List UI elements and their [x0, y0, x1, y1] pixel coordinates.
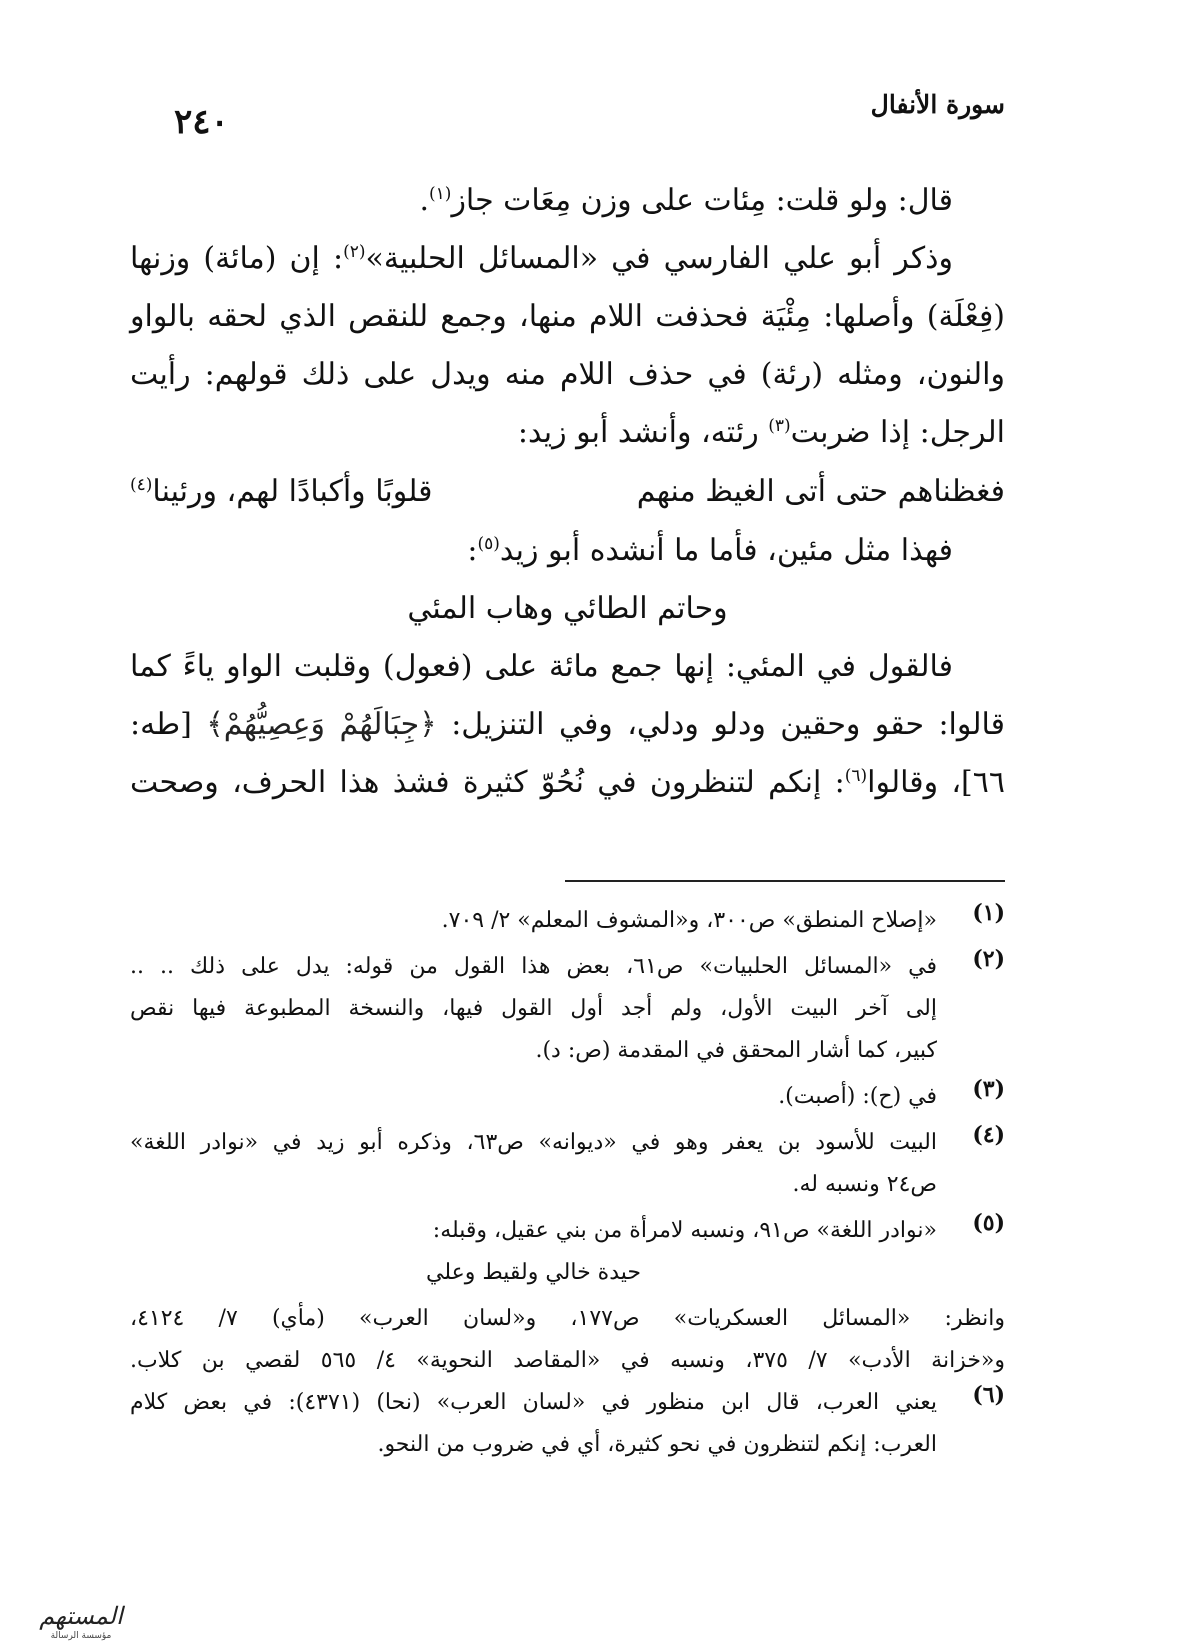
logo-sub-text: مؤسسة الرسالة [50, 1631, 112, 1641]
verse-hemistich-right: فغظناهم حتى أتى الغيظ منهم [636, 474, 1005, 509]
footnote-line: ص٢٤ ونسبه له. [792, 1172, 937, 1197]
footnote-ref[interactable]: (٢) [343, 242, 366, 262]
footnote-line: يعني العرب، قال ابن منظور في «لسان العرب» (نحا) (٤٣٧١): في بعض كلام [130, 1390, 937, 1415]
footnote-ref[interactable]: (٥) [477, 534, 500, 554]
text-line: ٦٦]، وقالوا$^{(٦)}$: إنكم لتنظرون في نُحُوّ كثيرة فشذ هذا الحرف، وصحت [130, 765, 1005, 800]
text-line: وذكر أبو علي الفارسي في «المسائل الحلبية»$^{(٢)}$: إن (مائة) وزنها [130, 241, 953, 276]
footnote-line: إلى آخر البيت الأول، ولم أجد أول القول فيها، والنسخة المطبوعة فيها نقص [130, 996, 937, 1021]
footnote-5-continued [130, 1298, 1005, 1382]
footnote-line: في «المسائل الحلبيات» ص٦١، بعض هذا القول من قوله: يدل على ذلك .. .. [130, 954, 937, 979]
footnote-line: البيت للأسود بن يعفر وهو في «ديوانه» ص٦٣، وذكره أبو زيد في «نوادر اللغة» [130, 1130, 937, 1155]
text-line: والنون، ومثله (رئة) في حذف اللام منه ويدل على ذلك قولهم: رأيت [130, 357, 1005, 392]
verse-line [130, 462, 1005, 522]
footnote-2 [130, 946, 1005, 1072]
footnote-line: العرب: إنكم لتنظرون في نحو كثيرة، أي في ضروب من النحو. [377, 1432, 937, 1457]
footnote-ref[interactable]: (٤) [130, 475, 153, 495]
text-line: (فِعْلَة) وأصلها: مِئْيَة فحذفت اللام منها، وجمع للنقص الذي لحقه بالواو [130, 299, 1005, 334]
text-line: قالوا: حقو وحقين ودلو ودلي، وفي التنزيل: ﴿جِبَالَهُمْ وَعِصِيُّهُمْ﴾ [طه: [130, 707, 1006, 742]
publisher-logo [6, 1592, 156, 1642]
footnote-number: (٣) [972, 1076, 1005, 1102]
footnote-number: (٤) [972, 1122, 1005, 1148]
footnote-6 [130, 1382, 1005, 1466]
text-line: الرجل: إذا ضربت$^{(٣)}$ رئته، وأنشد أبو زيد: [517, 415, 1005, 450]
main-text [130, 172, 1005, 812]
footnote-line: كبير، كما أشار المحقق في المقدمة (ص: د). [535, 1038, 937, 1063]
footnote-number: (٦) [972, 1382, 1005, 1408]
footnote-ref[interactable]: (١) [429, 184, 452, 204]
text-line: فالقول في المئي: إنها جمع مائة على (فعول) وقلبت الواو ياءً كما [130, 649, 953, 684]
footnote-line: في (ح): (أصبت). [778, 1084, 937, 1109]
footnote-line: «إصلاح المنطق» ص٣٠٠، و«المشوف المعلم» ٢/ ٧٠٩. [441, 908, 937, 933]
quran-quote: ﴿جِبَالَهُمْ وَعِصِيُّهُمْ﴾ [206, 707, 437, 742]
footnote-number: (٥) [972, 1210, 1005, 1236]
text-line: فهذا مثل مئين، فأما ما أنشده أبو زيد$^{(٥)}$: [467, 533, 953, 568]
footnotes [130, 900, 1005, 1470]
page-header [130, 80, 1005, 140]
footnote-3 [130, 1076, 1005, 1118]
verse-line: وحاتم الطائي وهاب المئي [407, 591, 728, 626]
footnote-separator [565, 880, 1005, 882]
footnote-number: (١) [972, 900, 1005, 926]
footnote-ref[interactable]: (٦) [844, 766, 868, 786]
footnote-1 [130, 900, 1005, 942]
footnote-verse: حيدة خالي ولقيط وعلي [426, 1260, 641, 1285]
text-line: قال: ولو قلت: مِئات على وزن مِعَات جاز$^{(١)}$. [419, 183, 953, 218]
footnote-4 [130, 1122, 1005, 1206]
running-title: سورة الأنفال [870, 90, 1005, 119]
footnote-line: وانظر: «المسائل العسكريات» ص١٧٧، و«لسان العرب» (مأي) ٧/ ٤١٢٤، [130, 1306, 1005, 1331]
footnote-line: و«خزانة الأدب» ٧/ ٣٧٥، ونسبه في «المقاصد النحوية» ٤/ ٥٦٥ لقصي بن كلاب. [130, 1348, 1006, 1373]
page-number: ٢٤٠ [174, 102, 229, 142]
footnote-5 [130, 1210, 1005, 1294]
footnote-line: «نوادر اللغة» ص٩١، ونسبه لامرأة من بني عقيل، وقبله: [432, 1218, 937, 1243]
footnote-number: (٢) [972, 946, 1005, 972]
verse-hemistich-left: قلوبًا وأكبادًا لهم، ورئينا$^{(٤)}$ [130, 474, 433, 509]
logo-main-text: المستهم [39, 1602, 123, 1630]
footnote-ref[interactable]: (٣) [768, 416, 791, 436]
